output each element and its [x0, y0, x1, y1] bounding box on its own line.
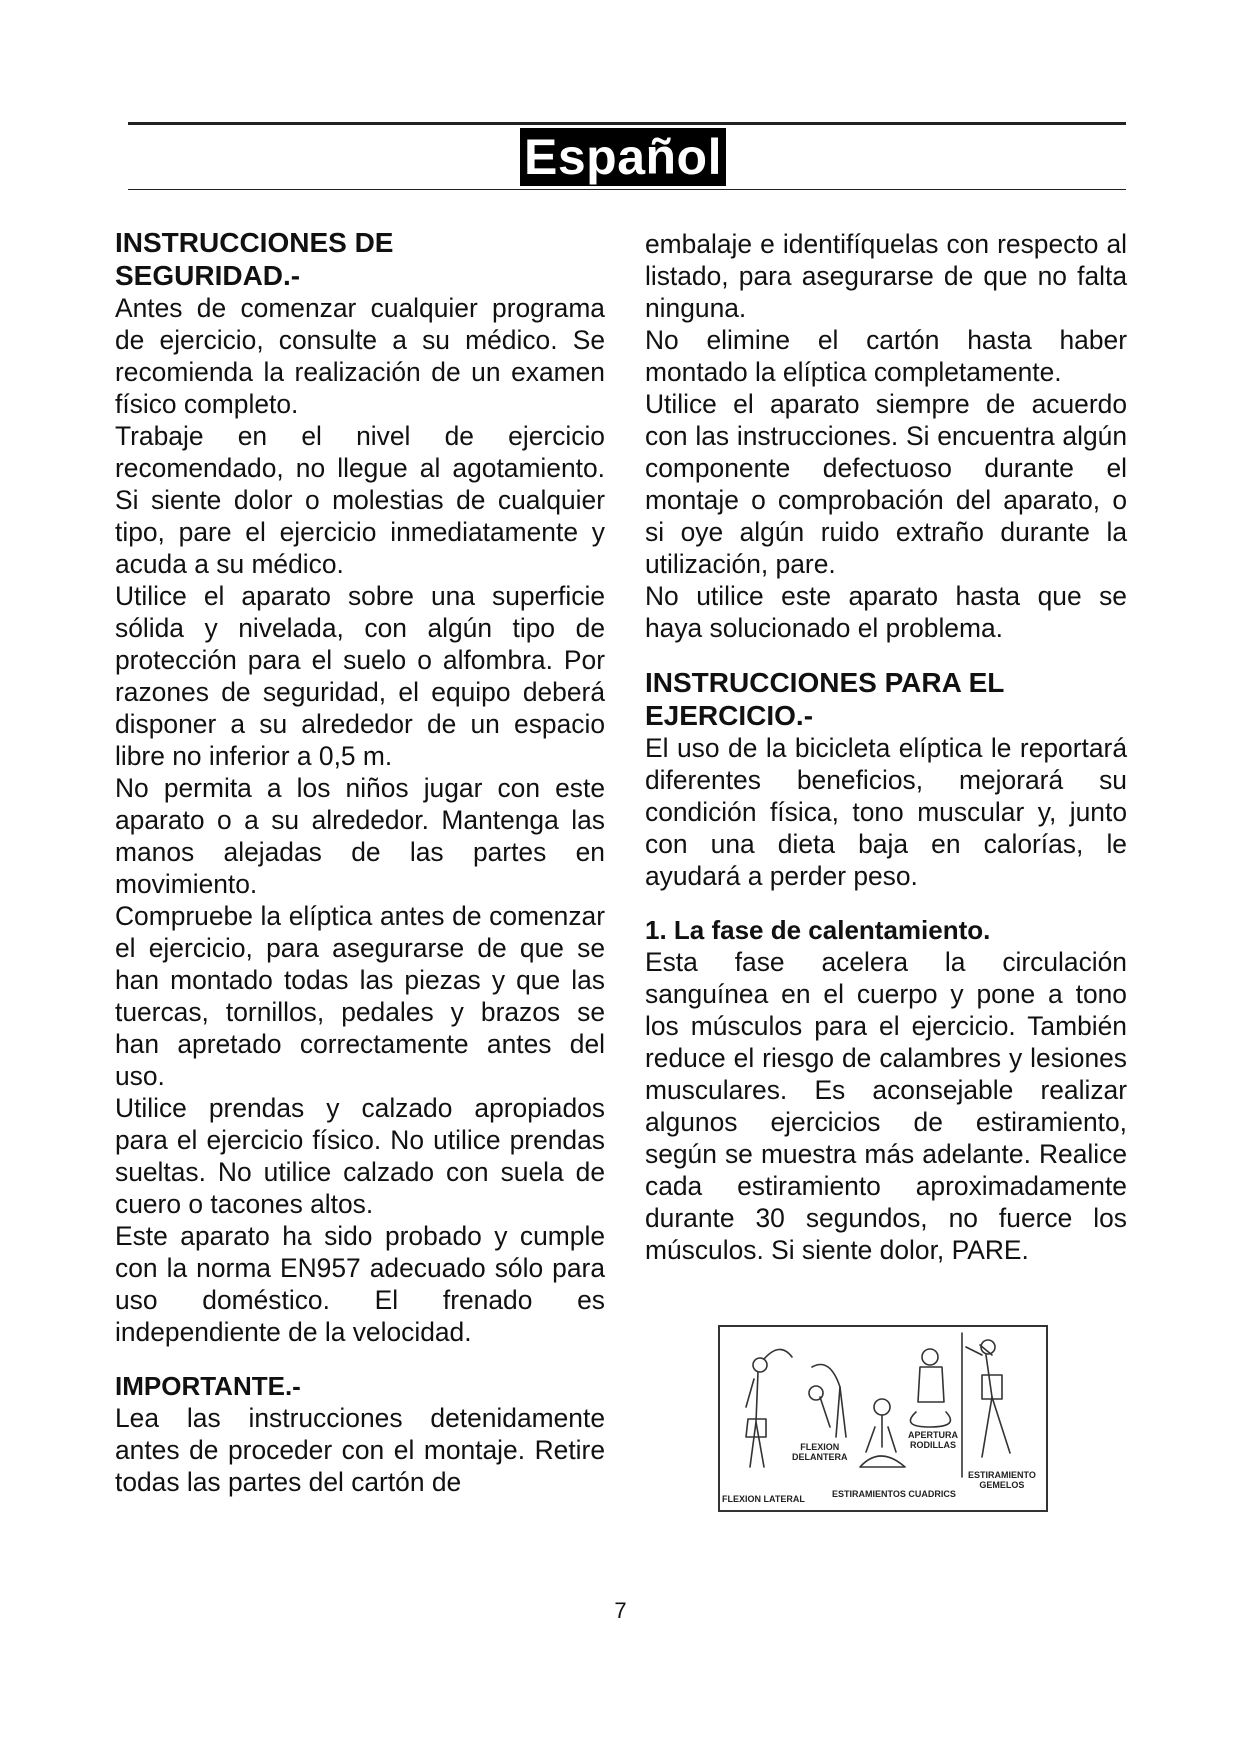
left-column — [115, 226, 605, 1498]
label-calf-stretch: ESTIRAMIENTO GEMELOS — [968, 1470, 1036, 1490]
exercise-intro: El uso de la bicicleta elíptica le reportará diferentes beneficios, mejorará su condición física, tono muscular y, junto con una dieta baja en calorías, le ayudará a perder peso. — [645, 733, 1127, 891]
safety-paragraph: Compruebe la elíptica antes de comenzar el ejercicio, para asegurarse de que se han montado todas las piezas y que las tuercas, tornillos, pedales y brazos se han apretado correctamente antes del uso. — [115, 901, 605, 1091]
label-knee-opening: APERTURA RODILLAS — [908, 1430, 959, 1450]
continued-paragraph: No elimine el cartón hasta haber montado la elíptica completamente. — [645, 325, 1127, 387]
safety-paragraph: No permita a los niños jugar con este aparato o a su alrededor. Mantenga las manos alejadas de las partes en movimiento. — [115, 773, 605, 899]
header-rule-top — [128, 122, 1126, 125]
safety-paragraph: Este aparato ha sido probado y cumple con la norma EN957 adecuado sólo para uso doméstico. El frenado es independiente de la velocidad. — [115, 1221, 605, 1347]
lateral-bend-figure — [746, 1349, 792, 1467]
forward-flexion-figure — [809, 1365, 846, 1438]
warmup-heading: 1. La fase de calentamiento. — [645, 915, 991, 945]
right-column — [645, 228, 1127, 1266]
exercise-heading: INSTRUCCIONES PARA EL EJERCICIO.- — [645, 667, 1005, 731]
safety-paragraph: Antes de comenzar cualquier programa de ejercicio, consulte a su médico. Se recomienda la realización de un examen físico completo. — [115, 293, 605, 419]
important-heading: IMPORTANTE.- — [115, 1371, 301, 1401]
safety-heading: INSTRUCCIONES DE SEGURIDAD.- — [115, 227, 394, 291]
important-text: Lea las instrucciones detenidamente antes de proceder con el montaje. Retire todas las partes del cartón de — [115, 1403, 605, 1497]
language-badge: Español — [520, 128, 726, 186]
continued-paragraph: No utilice este aparato hasta que se haya solucionado el problema. — [645, 581, 1127, 643]
safety-paragraph: Utilice prendas y calzado apropiados para el ejercicio físico. No utilice prendas sueltas. No utilice calzado con suela de cuero o tacones altos. — [115, 1093, 605, 1219]
label-forward-flexion: FLEXION DELANTERA — [792, 1442, 848, 1462]
safety-paragraph: Utilice el aparato sobre una superficie sólida y nivelada, con algún tipo de protección para el suelo o alfombra. Por razones de seguridad, el equipo deberá disponer a su alrededor de un espacio libre no inferior a 0,5 m. — [115, 581, 605, 771]
calf-stretch-figure — [962, 1333, 1010, 1477]
page-number: 7 — [614, 1598, 627, 1623]
quad-stretch-figure — [860, 1399, 905, 1467]
warmup-text: Esta fase acelera la circulación sanguínea en el cuerpo y pone a tono los músculos para el ejercicio. También reduce el riesgo de calambres y lesiones musculares. Es aconsejable realizar algunos ejercicios de estiramiento, según se muestra más adelante. Realice cada estiramiento aproximadamente durante 30 segundos, no fuerce los músculos. Si siente dolor, PARE. — [645, 947, 1127, 1265]
label-lateral-flexion: FLEXION LATERAL — [722, 1494, 805, 1504]
header-rule-bottom — [128, 189, 1126, 190]
label-quad-stretch: ESTIRAMIENTOS CUADRICS — [832, 1489, 956, 1499]
continued-paragraph: embalaje e identifíquelas con respecto al listado, para asegurarse de que no falta ninguna. — [645, 229, 1127, 323]
knee-opening-figure — [910, 1349, 950, 1427]
safety-paragraph: Trabaje en el nivel de ejercicio recomendado, no llegue al agotamiento. Si siente dolor o molestias de cualquier tipo, pare el ejercicio inmediatamente y acuda a su médico. — [115, 421, 605, 579]
continued-paragraph: Utilice el aparato siempre de acuerdo con las instrucciones. Si encuentra algún componente defectuoso durante el montaje o comprobación del aparato, o si oye algún ruido extraño durante la utilización, pare. — [645, 389, 1127, 579]
stretching-illustration — [718, 1325, 1048, 1512]
